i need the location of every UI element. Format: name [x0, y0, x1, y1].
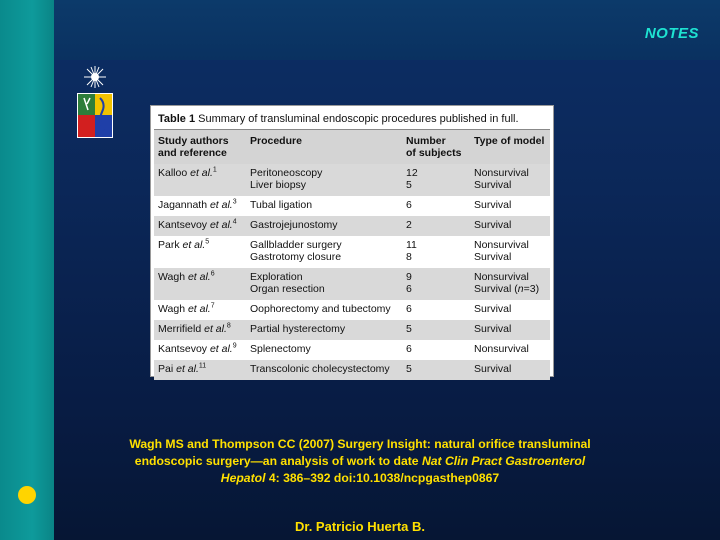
table-row	[154, 268, 550, 300]
table-title-label: Table 1	[158, 113, 196, 125]
table-title	[154, 109, 550, 130]
author-cell: Merrifield et al.$^8$	[158, 322, 231, 335]
table-row	[154, 300, 550, 320]
author-cell: Wagh et al.$^7$	[158, 302, 215, 315]
subjects-cell: 9 6	[406, 271, 412, 295]
table-title-text: Summary of transluminal endoscopic procedures published in full.	[195, 113, 519, 125]
model-cell: Survival	[474, 323, 512, 335]
table-row	[154, 196, 550, 216]
procedure-cell: Splenectomy	[250, 343, 311, 355]
model-cell: Nonsurvival Survival	[474, 167, 529, 191]
procedure-cell: Gastrojejunostomy	[250, 219, 338, 231]
citation-caption: Wagh MS and Thompson CC (2007) Surgery Insight: natural orifice transluminal endoscopic surgery—an analysis of work to date Nat Clin Pract Gastroenterol Hepatol 4: 386–392 doi:10.1038/ncpgasthep0867	[129, 437, 591, 485]
subjects-cell: 6	[406, 303, 412, 315]
procedure-cell: Peritoneoscopy Liver biopsy	[250, 167, 323, 191]
subjects-cell: 5	[406, 363, 412, 375]
author-cell: Kalloo et al.$^1$	[158, 166, 217, 179]
model-cell: Survival	[474, 363, 512, 375]
model-cell: Survival	[474, 303, 512, 315]
table-header-row	[154, 130, 550, 164]
procedure-cell: Oophorectomy and tubectomy	[250, 303, 391, 315]
table-row	[154, 216, 550, 236]
model-cell: Nonsurvival Survival	[474, 239, 529, 263]
author-cell: Jagannath et al.$^3$	[158, 198, 237, 211]
yellow-bullet-dot	[18, 486, 36, 504]
model-cell: Survival	[474, 219, 512, 231]
notes-label[interactable]: NOTES	[644, 25, 699, 42]
table-row	[154, 360, 550, 380]
procedure-cell: Partial hysterectomy	[250, 323, 346, 335]
university-emblem-icon	[72, 64, 118, 142]
table-row	[154, 164, 550, 196]
author-cell: Park et al.$^5$	[158, 238, 210, 251]
procedure-cell: Tubal ligation	[250, 199, 313, 211]
table-row	[154, 236, 550, 268]
col-model-header: Type of model	[474, 135, 545, 147]
author-cell: Pai et al.$^{11}$	[158, 362, 207, 375]
subjects-cell: 11 8	[406, 239, 417, 263]
author-cell: Kantsevoy et al.$^9$	[158, 342, 237, 355]
subjects-cell: 5	[406, 323, 412, 335]
col-procedure-header: Procedure	[250, 135, 302, 147]
procedure-cell: Transcolonic cholecystectomy	[250, 363, 390, 375]
author-cell: Kantsevoy et al.$^4$	[158, 218, 237, 231]
model-cell: Survival	[474, 199, 512, 211]
col-subjects-header: Number of subjects	[406, 135, 462, 159]
procedures-table	[150, 105, 554, 377]
model-cell: Nonsurvival Survival (n=3)	[474, 271, 540, 295]
table-row	[154, 340, 550, 360]
author-cell: Wagh et al.$^6$	[158, 270, 215, 283]
procedure-cell: Gallbladder surgery Gastrotomy closure	[250, 239, 342, 263]
col-authors-header: Study authors and reference	[158, 135, 229, 159]
top-header-band	[54, 0, 720, 60]
subjects-cell: 2	[406, 219, 412, 231]
subjects-cell: 6	[406, 343, 412, 355]
subjects-cell: 6	[406, 199, 412, 211]
procedure-cell: Exploration Organ resection	[250, 271, 325, 295]
left-accent-band	[0, 0, 54, 540]
subjects-cell: 12 5	[406, 167, 418, 191]
model-cell: Nonsurvival	[474, 343, 529, 355]
table-row	[154, 320, 550, 340]
footer-author: Dr. Patricio Huerta B.	[294, 519, 426, 534]
